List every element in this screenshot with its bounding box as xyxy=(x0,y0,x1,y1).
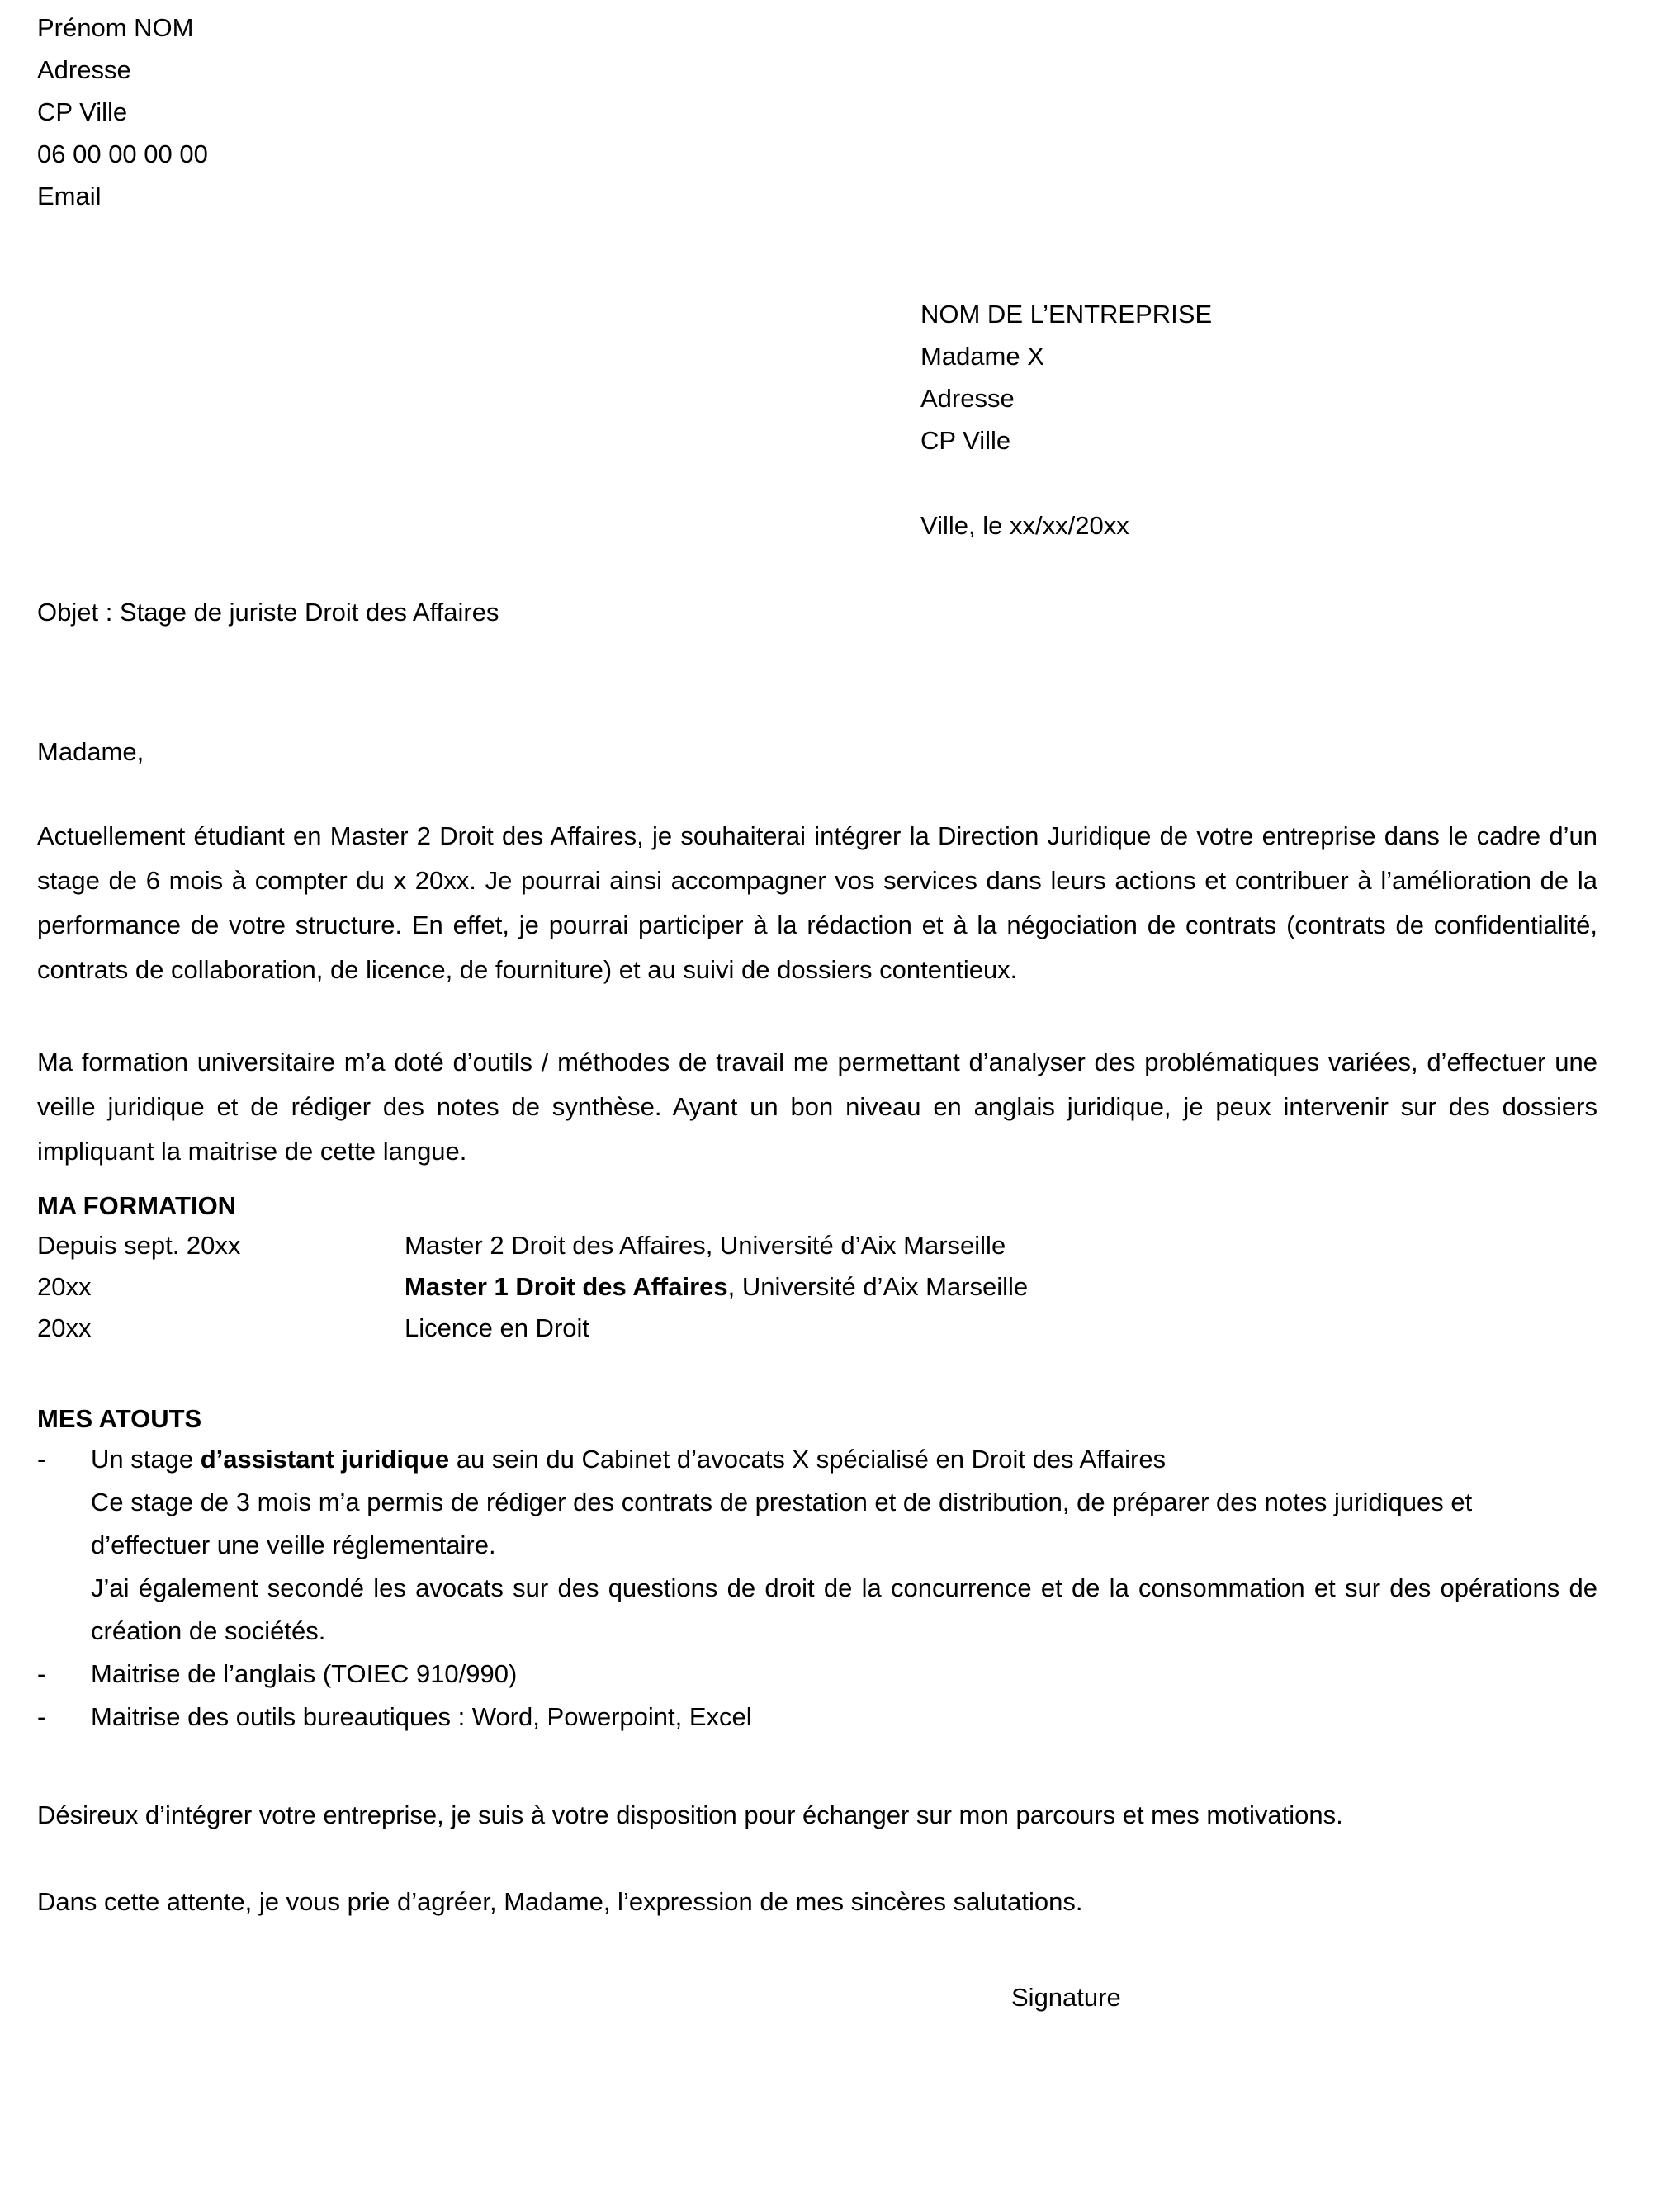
body-paragraph-2: Ma formation universitaire m’a doté d’outils / méthodes de travail me permettant d’analyser des problématiques variées, d’effectuer une veille juridique et de rédiger des notes de synthèse. Ayant un bon niveau en anglais juridique, je peux intervenir sur des dossiers impliquant la maitrise de cette langue. xyxy=(37,1048,1597,1166)
formation-date: Depuis sept. 20xx xyxy=(37,1231,241,1260)
formation-description xyxy=(405,1308,1597,1349)
list-item-content xyxy=(91,1438,1597,1653)
atouts-heading: MES ATOUTS xyxy=(37,1404,202,1433)
formation-description xyxy=(405,1225,1597,1266)
list-item xyxy=(37,1438,1597,1653)
formation-description-bold: Master 1 Droit des Affaires xyxy=(405,1272,728,1301)
spacer-after-sender xyxy=(37,217,1597,293)
atouts-lead-before: Un stage xyxy=(91,1445,201,1474)
sender-email: Email xyxy=(37,182,102,211)
formation-row xyxy=(37,1308,1597,1349)
bullet-marker-icon: - xyxy=(37,1659,46,1688)
spacer-before-body-1 xyxy=(37,773,1597,814)
formation-list xyxy=(37,1225,1597,1349)
recipient-company: NOM DE L’ENTREPRISE xyxy=(920,300,1213,329)
list-item-content xyxy=(91,1696,1597,1739)
letter-content xyxy=(37,0,1597,2018)
spacer-before-closing xyxy=(37,1739,1597,1793)
list-item xyxy=(37,1696,1597,1739)
atouts-sub-line: Ce stage de 3 mois m’a permis de rédiger des contrats de prestation et de distribution, de préparer des notes juridiques et d’effectuer une veille réglementaire. xyxy=(91,1488,1473,1559)
sender-name: Prénom NOM xyxy=(37,13,194,42)
formation-row xyxy=(37,1225,1597,1266)
spacer-before-final-salutation xyxy=(37,1838,1597,1881)
spacer-between-paragraphs xyxy=(37,992,1597,1040)
spacer-before-salutation xyxy=(37,633,1597,731)
formation-description-plain: , Université d’Aix Marseille xyxy=(727,1272,1029,1301)
spacer-before-date xyxy=(920,461,1597,504)
signature-label: Signature xyxy=(1011,1983,1121,2012)
atouts-lead-bold: d’assistant juridique xyxy=(200,1445,450,1474)
list-item xyxy=(37,1653,1597,1696)
recipient-city: CP Ville xyxy=(920,426,1011,455)
recipient-person: Madame X xyxy=(920,342,1044,371)
closing-paragraph: Désireux d’intégrer votre entreprise, je suis à votre disposition pour échanger sur mon parcours et mes motivations. xyxy=(37,1800,1343,1829)
formation-description xyxy=(405,1266,1597,1308)
atouts-sub-line: J’ai également secondé les avocats sur des questions de droit de la concurrence et de la consommation et sur des opérations de création de sociétés. xyxy=(91,1573,1597,1645)
formation-date: 20xx xyxy=(37,1313,92,1342)
place-and-date: Ville, le xx/xx/20xx xyxy=(920,511,1129,540)
bullet-marker-icon: - xyxy=(37,1445,46,1474)
body-paragraph-1: Actuellement étudiant en Master 2 Droit des Affaires, je souhaiterai intégrer la Direction Juridique de votre entreprise dans le cadre d’un stage de 6 mois à compter du x 20xx. Je pourrai ainsi accompagner vos services dans leurs actions et contribuer à l’amélioration de la performance de votre structure. En effet, je pourrai participer à la rédaction et à la négociation de contrats (contrats de confidentialité, contrats de collaboration, de licence, de fourniture) et au suivi de dossiers contentieux. xyxy=(37,821,1597,984)
sender-street: Adresse xyxy=(37,55,131,84)
formation-row xyxy=(37,1266,1597,1308)
spacer-before-formation xyxy=(37,1174,1597,1187)
recipient-street: Adresse xyxy=(920,384,1015,413)
subject-line: Objet : Stage de juriste Droit des Affaires xyxy=(37,598,499,627)
spacer-before-subject xyxy=(37,546,1597,591)
sender-address-block xyxy=(37,7,1597,217)
formation-description-plain: Master 2 Droit des Affaires, Université d’Aix Marseille xyxy=(405,1231,1006,1260)
sender-phone: 06 00 00 00 00 xyxy=(37,140,208,168)
atouts-list xyxy=(37,1438,1597,1739)
atouts-lead-before: Maitrise de l’anglais (TOIEC 910/990) xyxy=(91,1659,518,1688)
formation-description-plain: Licence en Droit xyxy=(405,1313,590,1342)
formation-date: 20xx xyxy=(37,1272,92,1301)
list-item-content xyxy=(91,1653,1597,1696)
salutation: Madame, xyxy=(37,737,144,766)
final-salutation: Dans cette attente, je vous prie d’agréer, Madame, l’expression de mes sincères salutations. xyxy=(37,1887,1083,1916)
atouts-lead-before: Maitrise des outils bureautiques : Word, Powerpoint, Excel xyxy=(91,1702,752,1731)
recipient-address-block xyxy=(920,293,1597,546)
spacer-before-atouts xyxy=(37,1349,1597,1400)
spacer-before-signature xyxy=(37,1923,1597,1977)
atouts-lead-after: au sein du Cabinet d’avocats X spécialisé en Droit des Affaires xyxy=(449,1445,1167,1474)
formation-heading: MA FORMATION xyxy=(37,1191,237,1220)
bullet-marker-icon: - xyxy=(37,1702,46,1731)
sender-city: CP Ville xyxy=(37,97,128,126)
